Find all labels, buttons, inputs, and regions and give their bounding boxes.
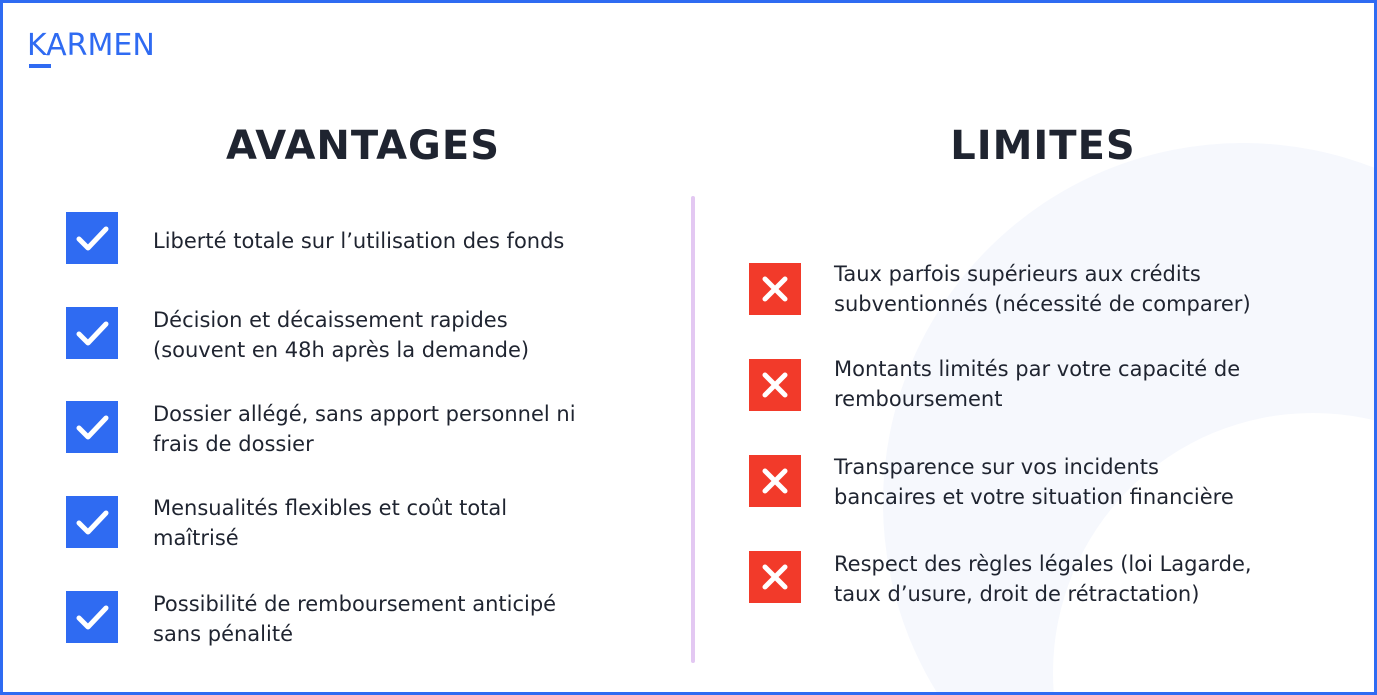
- limite-item-2: Montants limités par votre capacité de remboursement: [834, 357, 1241, 411]
- cross-icon: [749, 359, 801, 411]
- cross-icon: [749, 263, 801, 315]
- avantages-title: AVANTAGES: [225, 123, 501, 169]
- cross-icon: [749, 455, 801, 507]
- checkmark-icon: [66, 401, 118, 453]
- limite-item-4: Respect des règles légales (loi Lagarde, taux d’usure, droit de rétractation): [834, 552, 1252, 606]
- checkmark-icon: [66, 591, 118, 643]
- avantage-item-2: Décision et décaissement rapides (souvent en 48h après la demande): [153, 308, 530, 362]
- checkmark-icon: [66, 496, 118, 548]
- limite-item-3: Transparence sur vos incidents bancaires et votre situation financière: [834, 455, 1234, 509]
- avantage-item-1: Liberté totale sur l’utilisation des fonds: [153, 229, 565, 253]
- cross-icon: [749, 551, 801, 603]
- column-divider: [691, 196, 695, 663]
- avantage-item-5: Possibilité de remboursement anticipé sans pénalité: [153, 592, 557, 646]
- checkmark-icon: [66, 307, 118, 359]
- limites-title: LIMITES: [950, 123, 1136, 169]
- avantage-item-4: Mensualités flexibles et coût total maîtrisé: [153, 496, 508, 550]
- checkmark-icon: [66, 212, 118, 264]
- brand-logo-underline: [29, 64, 51, 68]
- brand-logo: KARMEN: [27, 28, 155, 63]
- avantage-item-3: Dossier allégé, sans apport personnel ni frais de dossier: [153, 402, 576, 456]
- limite-item-1: Taux parfois supérieurs aux crédits subventionnés (nécessité de comparer): [834, 262, 1251, 316]
